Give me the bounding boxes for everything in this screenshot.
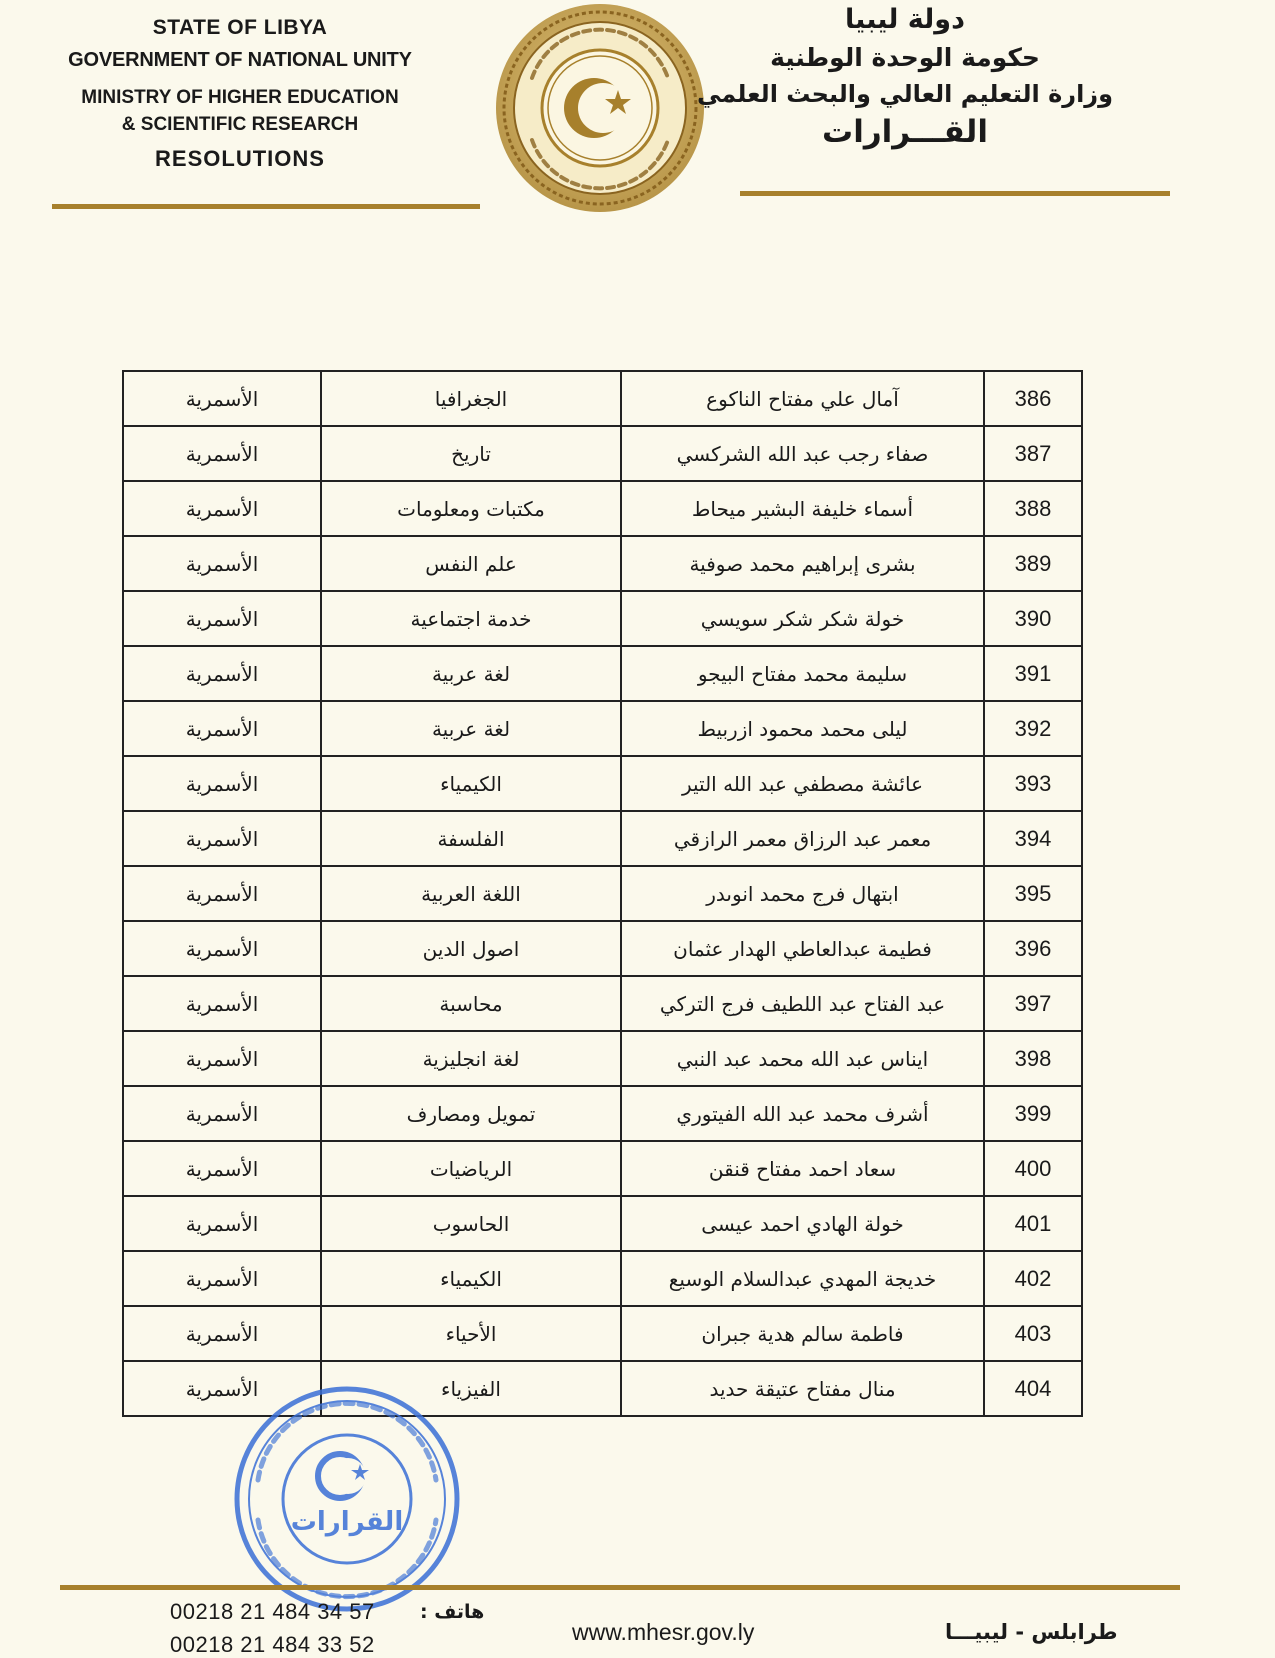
section-title-ar: القـــرارات bbox=[822, 114, 988, 150]
row-name: خديجة المهدي عبدالسلام الوسيع bbox=[621, 1251, 984, 1306]
row-number: 391 bbox=[984, 646, 1082, 701]
table-row bbox=[123, 921, 1082, 976]
row-name: أسماء خليفة البشير ميحاط bbox=[621, 481, 984, 536]
state-name-en: STATE OF LIBYA bbox=[152, 16, 328, 39]
row-name: منال مفتاح عتيقة حديد bbox=[621, 1361, 984, 1416]
row-number: 403 bbox=[984, 1306, 1082, 1361]
row-number: 396 bbox=[984, 921, 1082, 976]
row-number: 401 bbox=[984, 1196, 1082, 1251]
row-number: 390 bbox=[984, 591, 1082, 646]
row-major: لغة عربية bbox=[321, 701, 621, 756]
row-name: معمر عبد الرزاق معمر الرازقي bbox=[621, 811, 984, 866]
row-name: أشرف محمد عبد الله الفيتوري bbox=[621, 1086, 984, 1141]
row-name: سليمة محمد مفتاح البيجو bbox=[621, 646, 984, 701]
row-name: فاطمة سالم هدية جبران bbox=[621, 1306, 984, 1361]
row-name: ابتهال فرج محمد انوىدر bbox=[621, 866, 984, 921]
footer-rule bbox=[60, 1585, 1180, 1590]
row-number: 397 bbox=[984, 976, 1082, 1031]
row-city: الأسمرية bbox=[123, 756, 321, 811]
row-city: الأسمرية bbox=[123, 921, 321, 976]
table-row bbox=[123, 1251, 1082, 1306]
row-number: 388 bbox=[984, 481, 1082, 536]
row-name: سعاد احمد مفتاح قنقن bbox=[621, 1141, 984, 1196]
header-rule-left bbox=[52, 204, 480, 209]
row-city: الأسمرية bbox=[123, 1031, 321, 1086]
row-city: الأسمرية bbox=[123, 1306, 321, 1361]
row-major: الحاسوب bbox=[321, 1196, 621, 1251]
table-row bbox=[123, 1141, 1082, 1196]
row-city: الأسمرية bbox=[123, 1251, 321, 1306]
government-name-ar: حكومة الوحدة الوطنية bbox=[770, 43, 1040, 72]
row-city: الأسمرية bbox=[123, 426, 321, 481]
table-row bbox=[123, 701, 1082, 756]
row-major: الكيمياء bbox=[321, 1251, 621, 1306]
row-city: الأسمرية bbox=[123, 1361, 321, 1416]
row-major: لغة انجليزية bbox=[321, 1031, 621, 1086]
row-name: ايناس عبد الله محمد عبد النبي bbox=[621, 1031, 984, 1086]
footer-phone-label: هاتف : bbox=[420, 1601, 485, 1623]
row-city: الأسمرية bbox=[123, 536, 321, 591]
row-major: الرياضيات bbox=[321, 1141, 621, 1196]
table-row bbox=[123, 371, 1082, 426]
row-major: الجغرافيا bbox=[321, 371, 621, 426]
resolution-table bbox=[122, 370, 1083, 1417]
row-name: عبد الفتاح عبد اللطيف فرج التركي bbox=[621, 976, 984, 1031]
government-name-en: GOVERNMENT OF NATIONAL UNITY bbox=[68, 49, 412, 71]
row-city: الأسمرية bbox=[123, 701, 321, 756]
ministry-name-en bbox=[50, 84, 430, 138]
row-major: محاسبة bbox=[321, 976, 621, 1031]
ministry-line-2: & SCIENTIFIC RESEARCH bbox=[121, 114, 359, 135]
row-city: الأسمرية bbox=[123, 646, 321, 701]
row-major: الأحياء bbox=[321, 1306, 621, 1361]
header-arabic bbox=[695, 4, 1115, 150]
row-name: آمال علي مفتاح الناكوع bbox=[621, 371, 984, 426]
row-number: 400 bbox=[984, 1141, 1082, 1196]
row-name: خولة شكر شكر سويسي bbox=[621, 591, 984, 646]
resolution-table-body bbox=[123, 371, 1082, 1416]
footer-website: www.mhesr.gov.ly bbox=[572, 1619, 755, 1645]
row-city: الأسمرية bbox=[123, 591, 321, 646]
row-city: الأسمرية bbox=[123, 481, 321, 536]
row-major: تمويل ومصارف bbox=[321, 1086, 621, 1141]
row-number: 399 bbox=[984, 1086, 1082, 1141]
table-row bbox=[123, 866, 1082, 921]
ministry-line-1: MINISTRY OF HIGHER EDUCATION bbox=[81, 87, 399, 108]
row-major: خدمة اجتماعية bbox=[321, 591, 621, 646]
state-name-ar: دولة ليبيا bbox=[845, 4, 965, 35]
row-name: بشرى إبراهيم محمد صوفية bbox=[621, 536, 984, 591]
row-number: 387 bbox=[984, 426, 1082, 481]
row-city: الأسمرية bbox=[123, 1141, 321, 1196]
row-name: عائشة مصطفي عبد الله التير bbox=[621, 756, 984, 811]
row-city: الأسمرية bbox=[123, 1086, 321, 1141]
footer-phone-1: 00218 21 484 34 57 bbox=[170, 1599, 375, 1624]
table-row bbox=[123, 1031, 1082, 1086]
row-number: 395 bbox=[984, 866, 1082, 921]
table-row bbox=[123, 811, 1082, 866]
row-city: الأسمرية bbox=[123, 866, 321, 921]
row-number: 404 bbox=[984, 1361, 1082, 1416]
row-major: اصول الدين bbox=[321, 921, 621, 976]
row-name: خولة الهادي احمد عيسى bbox=[621, 1196, 984, 1251]
resolutions-stamp-icon bbox=[228, 1380, 466, 1618]
header-rule-right bbox=[740, 191, 1170, 196]
row-major: لغة عربية bbox=[321, 646, 621, 701]
row-number: 389 bbox=[984, 536, 1082, 591]
row-number: 392 bbox=[984, 701, 1082, 756]
section-title-en: RESOLUTIONS bbox=[155, 146, 325, 171]
ministry-name-ar: وزارة التعليم العالي والبحث العلمي bbox=[696, 80, 1114, 108]
table-row bbox=[123, 1196, 1082, 1251]
table-row bbox=[123, 591, 1082, 646]
footer-phone-2: 00218 21 484 33 52 bbox=[170, 1632, 375, 1657]
row-major: اللغة العربية bbox=[321, 866, 621, 921]
footer-city: طرابلس - ليبيـــا bbox=[945, 1620, 1118, 1644]
row-major: تاريخ bbox=[321, 426, 621, 481]
table-row bbox=[123, 646, 1082, 701]
row-city: الأسمرية bbox=[123, 371, 321, 426]
table-row bbox=[123, 426, 1082, 481]
row-major: الكيمياء bbox=[321, 756, 621, 811]
row-name: ليلى محمد محمود ازربيط bbox=[621, 701, 984, 756]
ministry-seal-icon bbox=[490, 0, 710, 232]
table-row bbox=[123, 1086, 1082, 1141]
table-row bbox=[123, 976, 1082, 1031]
row-number: 393 bbox=[984, 756, 1082, 811]
row-major: الفلسفة bbox=[321, 811, 621, 866]
row-city: الأسمرية bbox=[123, 1196, 321, 1251]
row-number: 398 bbox=[984, 1031, 1082, 1086]
table-row bbox=[123, 481, 1082, 536]
row-city: الأسمرية bbox=[123, 811, 321, 866]
row-name: فطيمة عبدالعاطي الهدار عثمان bbox=[621, 921, 984, 976]
row-city: الأسمرية bbox=[123, 976, 321, 1031]
table-row bbox=[123, 1306, 1082, 1361]
row-number: 394 bbox=[984, 811, 1082, 866]
row-name: صفاء رجب عبد الله الشركسي bbox=[621, 426, 984, 481]
row-major: الفيزياء bbox=[321, 1361, 621, 1416]
header-english bbox=[50, 14, 430, 172]
row-major: علم النفس bbox=[321, 536, 621, 591]
table-row bbox=[123, 536, 1082, 591]
row-number: 402 bbox=[984, 1251, 1082, 1306]
row-major: مكتبات ومعلومات bbox=[321, 481, 621, 536]
table-row bbox=[123, 756, 1082, 811]
stamp-label: القرارات bbox=[290, 1507, 404, 1537]
row-number: 386 bbox=[984, 371, 1082, 426]
